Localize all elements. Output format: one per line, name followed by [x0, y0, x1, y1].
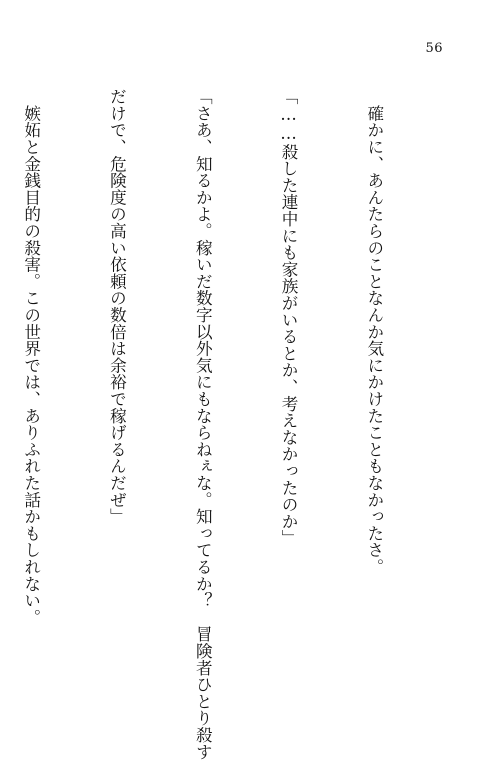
page-number: 56 [425, 41, 443, 56]
text-line: 確かに、あんたらのことなんか気にかけたこともなかったさ。 [364, 88, 384, 576]
text-line: 「……殺した連中にも家族がいるとか、考えなかったのか」 [279, 88, 299, 547]
text-line: だけで、危険度の高い依頼の数倍は余裕で稼げるんだぜ」 [107, 88, 127, 525]
novel-text-block [21, 88, 445, 760]
text-line: 嫉妬と金銭目的の殺害。この世界では、ありふれた話かもしれない。 [21, 88, 41, 626]
text-line: 「さあ、知るかよ。稼いだ数字以外気にもならねぇな。知ってるか？ 冒険者ひとり殺す [193, 88, 213, 760]
